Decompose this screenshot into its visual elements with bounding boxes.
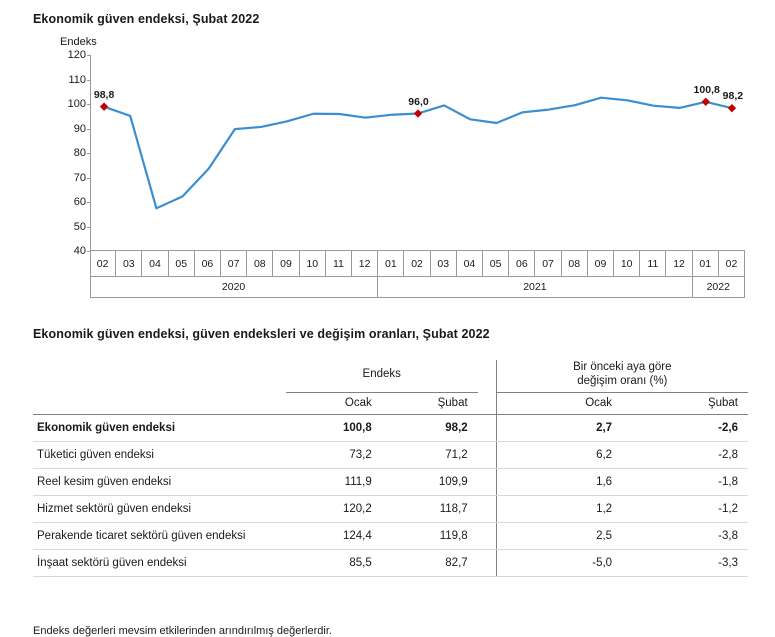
x-axis-month-cell: 09 [273, 251, 299, 277]
table-cell-change-ocak: 1,6 [496, 468, 622, 495]
table-row [33, 549, 748, 576]
table-row-label: Ekonomik güven endeksi [33, 414, 286, 441]
table-sub-header-row [33, 392, 748, 414]
x-axis-month-cell: 08 [562, 251, 588, 277]
x-axis-month-cell: 03 [116, 251, 142, 277]
sub-header-change-ocak: Ocak [496, 392, 622, 414]
x-axis-month-cell: 04 [457, 251, 483, 277]
table-cell-endeks-ocak: 124,4 [286, 522, 382, 549]
x-axis-month-cell: 12 [352, 251, 378, 277]
chart-title: Ekonomik güven endeksi, Şubat 2022 [33, 12, 260, 26]
x-axis-month-cell: 07 [221, 251, 247, 277]
x-axis-month-cell: 01 [378, 251, 404, 277]
table-cell-change-subat: -2,8 [622, 441, 748, 468]
y-axis-tick-mark [87, 227, 91, 228]
sub-header-endeks-ocak: Ocak [286, 392, 382, 414]
y-axis-tick-mark [87, 178, 91, 179]
x-axis-month-cell: 05 [169, 251, 195, 277]
x-axis-year-cell: 2021 [378, 277, 692, 298]
table-body [33, 414, 748, 576]
table-cell-change-subat: -1,8 [622, 468, 748, 495]
series-data-marker [702, 98, 710, 106]
spacer-cell [478, 360, 496, 392]
empty-corner-cell [33, 360, 286, 392]
group-header-change [496, 360, 748, 392]
table-cell-endeks-ocak: 73,2 [286, 441, 382, 468]
data-table [33, 360, 748, 577]
table-cell-spacer [478, 522, 496, 549]
footnote: Endeks değerleri mevsim etkilerinden arındırılmış değerlerdir. [33, 625, 332, 637]
y-axis-tick-label: 50 [73, 220, 86, 233]
sub-header-endeks-subat: Şubat [382, 392, 478, 414]
y-axis-tick-mark [87, 55, 91, 56]
table-row-label: Tüketici güven endeksi [33, 441, 286, 468]
series-data-label: 98,8 [93, 88, 115, 101]
y-axis-tick-label: 80 [73, 147, 86, 159]
table-cell-change-subat: -1,2 [622, 495, 748, 522]
table-cell-endeks-ocak: 111,9 [286, 468, 382, 495]
table-row-label: Hizmet sektörü güven endeksi [33, 495, 286, 522]
table-cell-spacer [478, 495, 496, 522]
y-axis-tick-label: 60 [73, 196, 86, 208]
table-cell-change-ocak: 2,5 [496, 522, 622, 549]
table-row-label: Reel kesim güven endeksi [33, 468, 286, 495]
y-axis-tick-mark [87, 80, 91, 81]
group-header-change-line2: değişim oranı (%) [577, 375, 668, 388]
table-cell-endeks-ocak: 120,2 [286, 495, 382, 522]
x-axis-month-cell: 11 [640, 251, 666, 277]
y-axis-tick-label: 90 [73, 122, 86, 135]
group-header-change-line1: Bir önceki aya göre [573, 361, 672, 373]
table-row-label: Perakende ticaret sektörü güven endeksi [33, 522, 286, 549]
y-axis-tick-label: 70 [73, 171, 86, 184]
x-axis-month-cell: 06 [509, 251, 535, 277]
table-cell-endeks-ocak: 100,8 [286, 414, 382, 441]
x-axis-month-cell: 01 [693, 251, 719, 277]
x-axis-month-cell: 10 [614, 251, 640, 277]
table-cell-endeks-subat: 98,2 [382, 414, 478, 441]
y-axis-tick-mark [87, 153, 91, 154]
table-cell-spacer [478, 468, 496, 495]
series-data-label: 96,0 [408, 95, 429, 108]
table-row [33, 522, 748, 549]
line-chart [33, 36, 748, 298]
chart-plot-area [67, 49, 745, 257]
table-row [33, 414, 748, 441]
x-axis-month-cell: 05 [483, 251, 509, 277]
x-axis-year-cell: 2020 [90, 277, 378, 298]
series-data-label: 100,8 [693, 84, 720, 97]
group-header-endeks: Endeks [286, 360, 478, 392]
y-axis-tick-label: 40 [73, 245, 86, 257]
table-cell-change-ocak: 1,2 [496, 495, 622, 522]
x-axis-month-cell: 10 [300, 251, 326, 277]
table-cell-spacer [478, 441, 496, 468]
table-row [33, 495, 748, 522]
table-group-header-row [33, 360, 748, 392]
sub-header-spacer [478, 392, 496, 414]
series-data-marker [728, 104, 736, 112]
x-axis-year-cell: 2022 [693, 277, 745, 298]
y-axis-tick-mark [87, 104, 91, 105]
y-axis-label: Endeks [60, 36, 97, 48]
table-row [33, 468, 748, 495]
x-axis-month-cell: 02 [719, 251, 745, 277]
x-axis-month-cell: 11 [326, 251, 352, 277]
table-cell-endeks-subat: 118,7 [382, 495, 478, 522]
y-axis-tick-label: 120 [67, 49, 86, 61]
x-axis [90, 251, 745, 298]
chart-series-svg [91, 55, 745, 250]
table-title: Ekonomik güven endeksi, güven endeksleri ve değişim oranları, Şubat 2022 [33, 327, 490, 341]
table-row-label: İnşaat sektörü güven endeksi [33, 549, 286, 576]
table-cell-endeks-ocak: 85,5 [286, 549, 382, 576]
x-axis-month-cell: 03 [431, 251, 457, 277]
x-axis-month-cell: 08 [247, 251, 273, 277]
table-cell-change-ocak: 6,2 [496, 441, 622, 468]
series-data-marker [414, 109, 422, 117]
table-row [33, 441, 748, 468]
table-cell-spacer [478, 414, 496, 441]
table-cell-endeks-subat: 109,9 [382, 468, 478, 495]
table-cell-change-subat: -3,8 [622, 522, 748, 549]
x-axis-month-row [90, 251, 745, 277]
x-axis-month-cell: 12 [666, 251, 692, 277]
y-axis-tick-mark [87, 129, 91, 130]
x-axis-month-cell: 06 [195, 251, 221, 277]
y-axis-tick-label: 110 [68, 73, 86, 86]
table-cell-endeks-subat: 71,2 [382, 441, 478, 468]
sub-header-empty [33, 392, 286, 414]
x-axis-month-cell: 02 [404, 251, 430, 277]
table-cell-endeks-subat: 119,8 [382, 522, 478, 549]
table-cell-change-ocak: -5,0 [496, 549, 622, 576]
x-axis-month-cell: 09 [588, 251, 614, 277]
y-axis-tick-mark [87, 202, 91, 203]
data-table-wrap [33, 360, 748, 577]
x-axis-month-cell: 04 [142, 251, 168, 277]
y-axis-tick-label: 100 [67, 98, 86, 110]
table-cell-endeks-subat: 82,7 [382, 549, 478, 576]
x-axis-month-cell: 07 [535, 251, 561, 277]
x-axis-year-row [90, 277, 745, 298]
table-cell-change-ocak: 2,7 [496, 414, 622, 441]
series-data-label: 98,2 [722, 90, 744, 103]
table-cell-spacer [478, 549, 496, 576]
sub-header-change-subat: Şubat [622, 392, 748, 414]
table-cell-change-subat: -3,3 [622, 549, 748, 576]
x-axis-month-cell: 02 [90, 251, 116, 277]
table-cell-change-subat: -2,6 [622, 414, 748, 441]
series-data-marker [100, 102, 108, 110]
